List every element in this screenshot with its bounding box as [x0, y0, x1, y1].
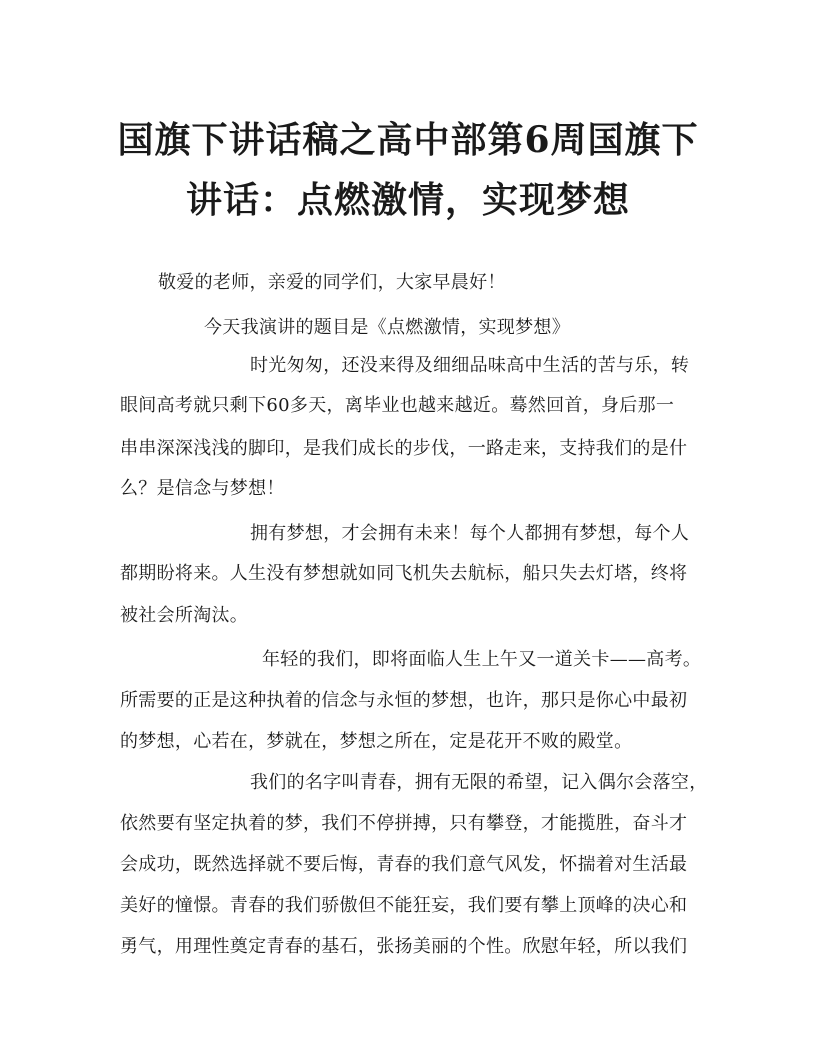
body-line: 所需要的正是这种执着的信念与永恒的梦想，也许，那只是你心中最初: [120, 690, 688, 711]
body-line: 会成功，既然选择就不要后悔，青春的我们意气风发，怀揣着对生活最: [120, 854, 688, 875]
body-line: 年轻的我们，即将面临人生上午又一道关卡——高考。: [262, 649, 702, 670]
body-line: 美好的憧憬。青春的我们骄傲但不能狂妄，我们要有攀上顶峰的决心和: [120, 895, 688, 916]
body-line: 敬爱的老师，亲爱的同学们，大家早晨好！: [158, 272, 506, 293]
body-line: 被社会所淘汰。: [120, 605, 249, 626]
body-line: 串串深深浅浅的脚印，是我们成长的步伐，一路走来，支持我们的是什: [120, 438, 688, 459]
body-line: 时光匆匆，还没来得及细细品味高中生活的苦与乐，转: [250, 355, 690, 376]
body-line: 依然要有坚定执着的梦，我们不停拼搏，只有攀登，才能揽胜，奋斗才: [120, 813, 688, 834]
document-title-line-1: 国旗下讲话稿之高中部第6周国旗下: [117, 119, 699, 161]
body-line: 我们的名字叫青春，拥有无限的希望，记入偶尔会落空，: [250, 772, 708, 793]
body-line: 眼间高考就只剩下60多天，离毕业也越来越近。蓦然回首，身后那一: [120, 395, 675, 416]
document-title-line-2: 讲话：点燃激情，实现梦想: [185, 179, 630, 221]
body-line: 都期盼将来。人生没有梦想就如同飞机失去航标，船只失去灯塔，终将: [120, 563, 688, 584]
body-line: 么？是信念与梦想！: [120, 478, 285, 499]
body-line: 今天我演讲的题目是《点燃激情，实现梦想》: [204, 317, 570, 338]
body-line: 拥有梦想，才会拥有未来！每个人都拥有梦想，每个人: [250, 523, 690, 544]
body-line: 的梦想，心若在，梦就在，梦想之所在，定是花开不败的殿堂。: [120, 731, 633, 752]
body-line: 勇气，用理性奠定青春的基石，张扬美丽的个性。欣慰年轻，所以我们: [120, 936, 688, 957]
